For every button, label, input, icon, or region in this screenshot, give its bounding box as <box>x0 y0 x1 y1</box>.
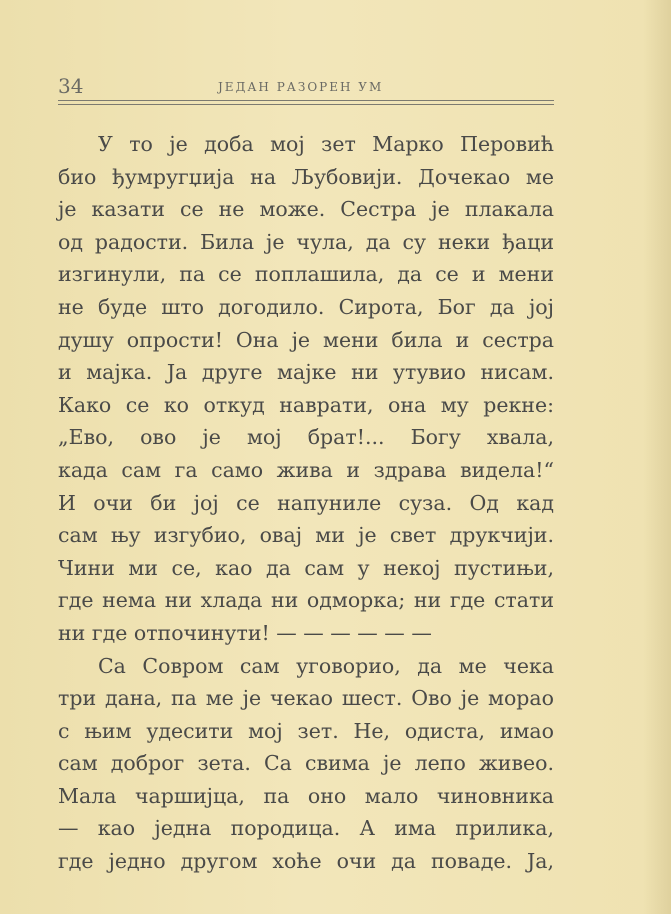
text-line: где једно другом хоће очи да поваде. Ја, <box>58 849 554 874</box>
text-line: Мала чаршијца, па оно мало чиновника <box>58 783 554 808</box>
text-line: У то је доба мој зет Марко Перовић <box>98 132 554 156</box>
text-line: „Ево, ово је мој брат!... Богу хвала, <box>58 425 554 450</box>
text-line: изгинули, па се поплашила, да се и мени <box>58 262 554 287</box>
text-line: Чини ми се, као да сам у некој пустињи, <box>58 555 554 580</box>
text-line: три дана, па ме је чекао шест. Ово је морао <box>58 686 554 711</box>
text-line: сам њу изгубио, овај ми је свет друкчији. <box>58 523 554 548</box>
text-line: био ђумругџија на Љубовији. Дочекао ме <box>58 164 554 189</box>
text-line: с њим удесити мој зет. Не, одиста, имао <box>58 718 554 743</box>
running-title: ЈЕДАН РАЗОРЕН УМ <box>218 80 384 94</box>
text-line: сам доброг зета. Са свима је лепо живео. <box>58 751 554 776</box>
text-line: И очи би јој се напуниле суза. Од кад <box>58 490 554 515</box>
text-line: не буде што догодило. Сирота, Бог да јој <box>58 294 554 319</box>
header-rule-bottom <box>58 104 554 105</box>
text-line: — као једна породица. А има прилика, <box>58 816 554 841</box>
text-line: Како се ко откуд наврати, она му рекне: <box>58 392 554 417</box>
text-line: од радости. Била је чула, да су неки ђаци <box>58 229 554 254</box>
text-line: и мајка. Ја друге мајке ни утувио нисам. <box>58 360 554 385</box>
text-line: је казати се не може. Сестра је плакала <box>58 197 554 222</box>
page-header <box>58 74 554 100</box>
text-line: душу опрости! Она је мени била и сестра <box>58 327 554 352</box>
page-number: 34 <box>58 74 84 98</box>
text-line: када сам га само жива и здрава видела!“ <box>58 457 554 482</box>
text-line: ни где отпочинути! — — — — — — <box>58 620 432 645</box>
text-line: где нема ни хлада ни одморка; ни где стати <box>58 588 554 613</box>
text-line: Са Совром сам уговорио, да ме чека <box>98 653 554 678</box>
header-rule-top <box>58 100 554 101</box>
page-edge-shadow <box>643 0 671 914</box>
body-text <box>58 128 554 878</box>
